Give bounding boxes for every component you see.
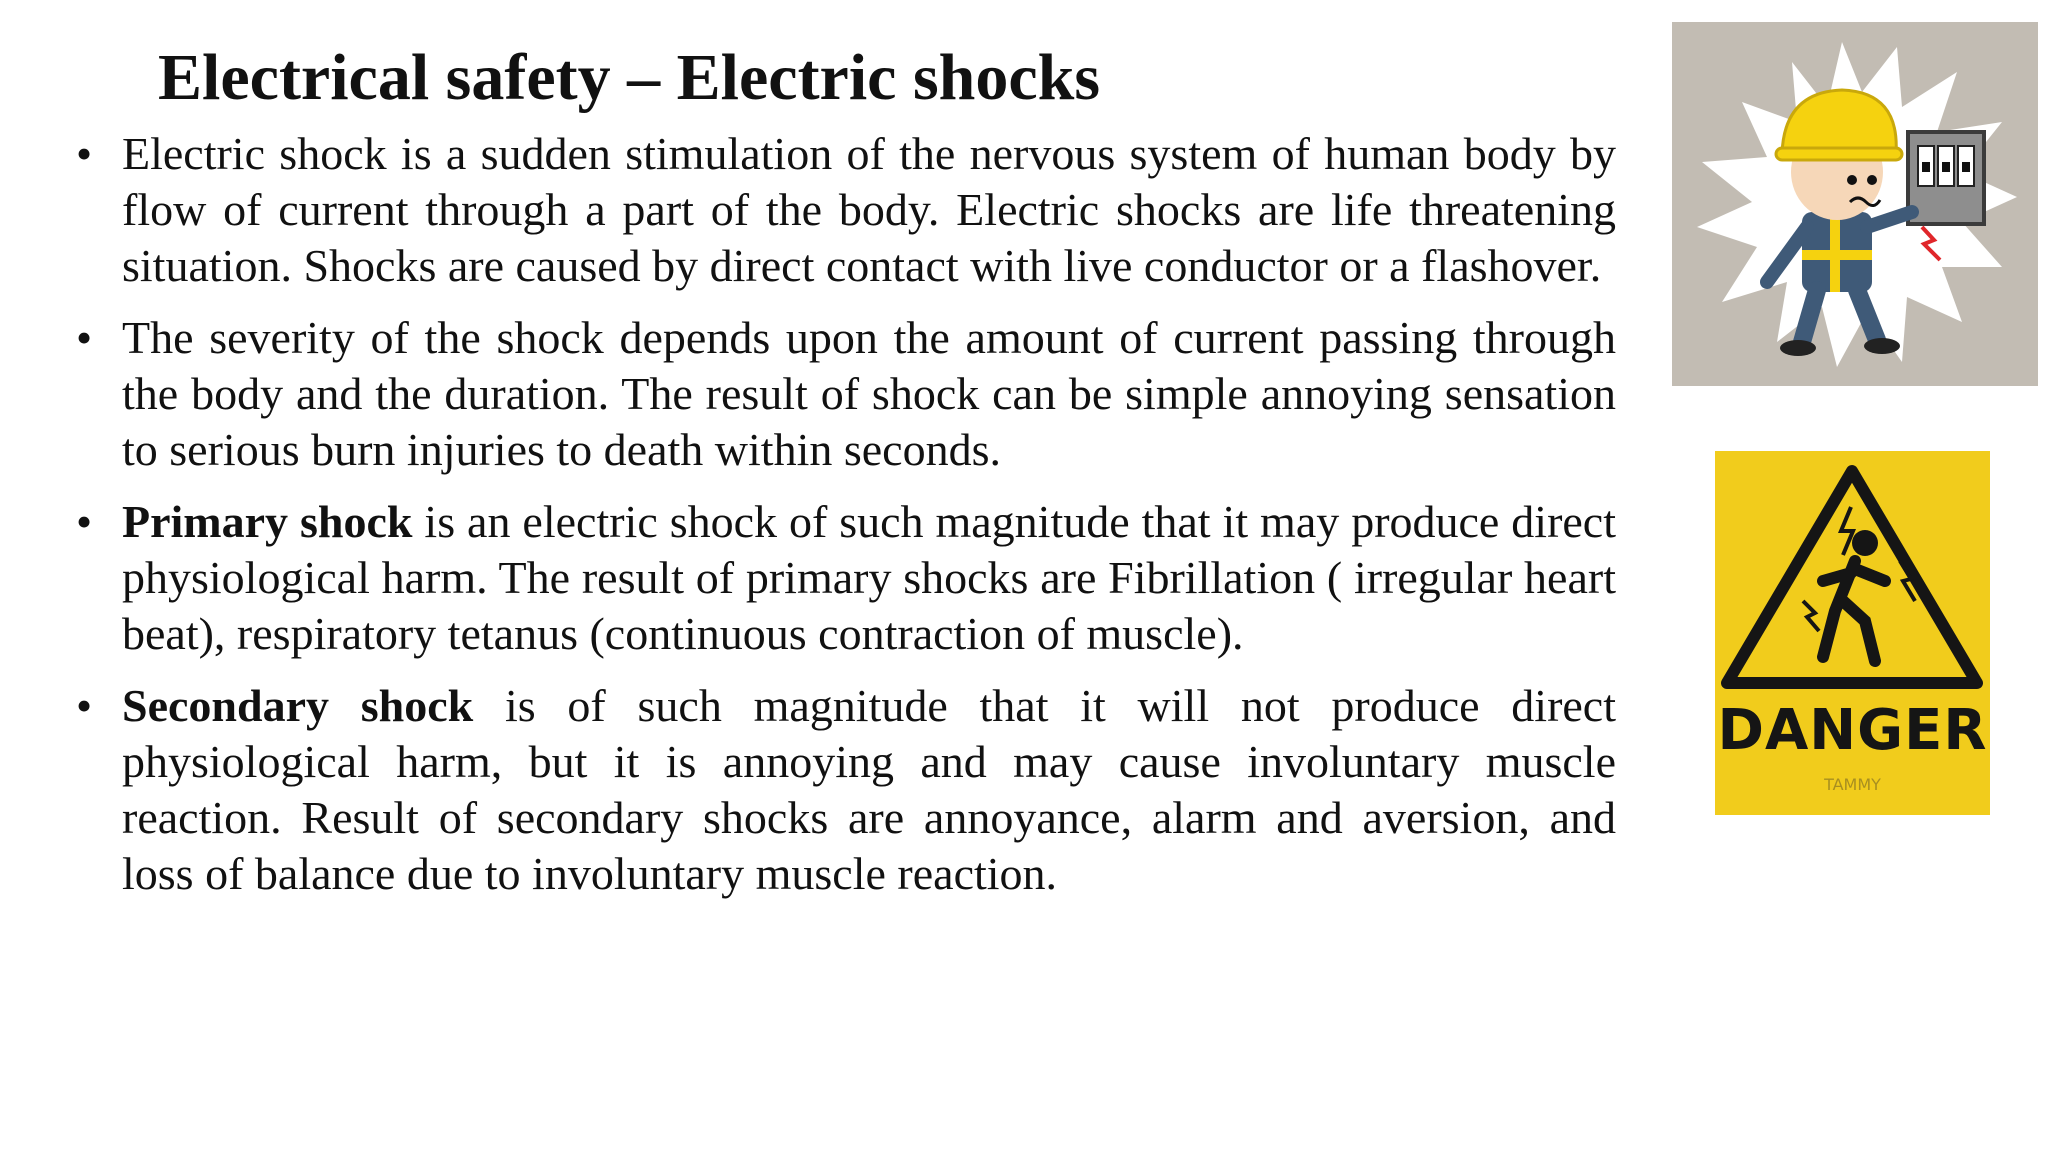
bullet-item: [76, 310, 1616, 478]
bullet-marker: •: [76, 496, 93, 547]
electrocuted-worker-icon: [1672, 22, 2038, 386]
bullet-marker: •: [76, 312, 93, 363]
danger-sign-watermark: TAMMY: [1824, 775, 1881, 794]
bullet-text: is an electric shock of such magnitude that it may produce direct physiological harm. The result of primary shocks are Fibrillation ( irregular heart beat), respiratory tetanus (continuous contraction of muscle).: [122, 496, 1617, 659]
danger-sign-image: [1715, 451, 1990, 815]
bullet-marker: •: [76, 680, 93, 731]
bullet-lead-term: Secondary shock: [122, 680, 474, 731]
electrocuted-worker-image: [1672, 22, 2038, 386]
bullet-text: The severity of the shock depends upon the amount of current passing through the body and the duration. The result of shock can be simple annoying sensation to serious burn injuries to death within seconds.: [122, 312, 1616, 475]
bullet-text: Electric shock is a sudden stimulation of the nervous system of human body by flow of current through a part of the body. Electric shocks are life threatening situation. Shocks are caused by direct contact with live conductor or a flashover.: [122, 128, 1616, 291]
bullet-list: [76, 126, 1616, 918]
danger-sign-text: DANGER: [1717, 698, 1988, 763]
bullet-item: [76, 126, 1616, 294]
page-title: Electrical safety – Electric shocks: [158, 41, 1101, 114]
bullet-text: is of such magnitude that it will not produce direct physiological harm, but it is annoying and may cause involuntary muscle reaction. Result of secondary shocks are annoyance, alarm and aversion, and loss of balance due to involuntary muscle reaction.: [122, 680, 1617, 899]
bullet-item: [76, 678, 1616, 902]
bullet-marker: •: [76, 128, 93, 179]
bullet-item: [76, 494, 1616, 662]
bullet-lead-term: Primary shock: [122, 496, 413, 547]
